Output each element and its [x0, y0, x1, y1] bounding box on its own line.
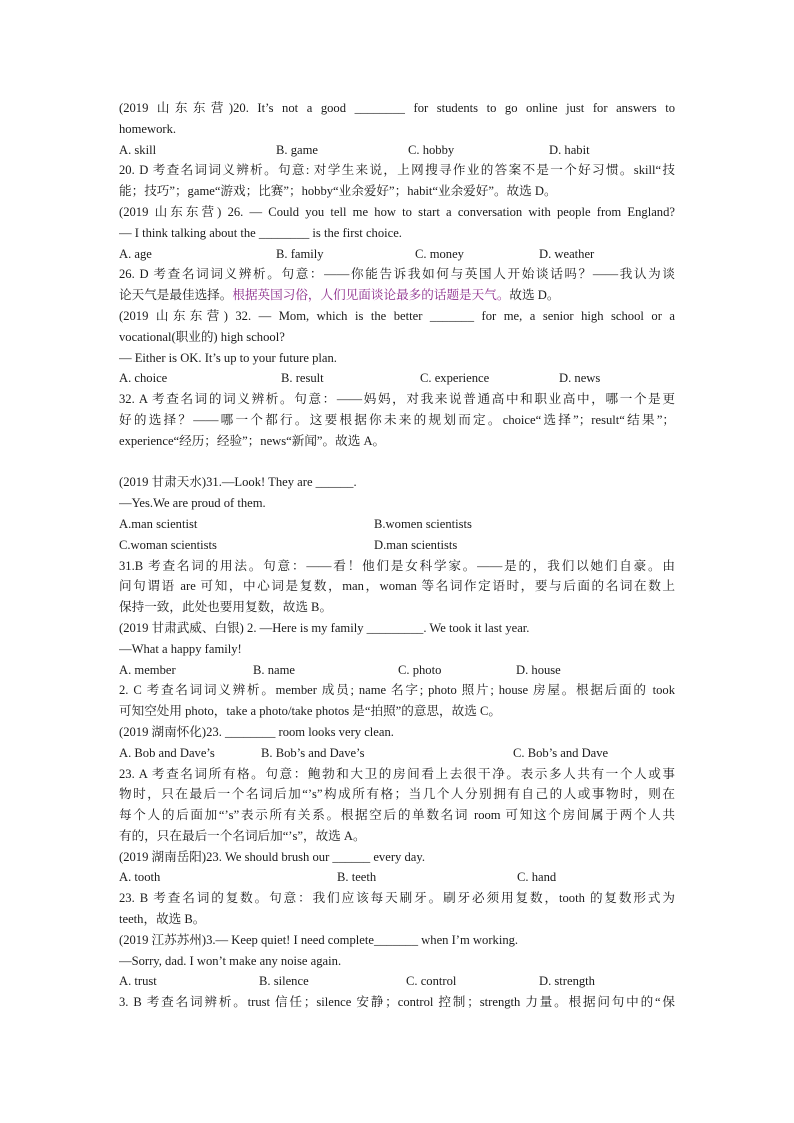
option-c: C. hobby: [408, 142, 455, 157]
question-text: —Sorry, dad. I won’t make any noise again.: [119, 953, 342, 968]
question-text: (2019 山东东营) 32. — Mom, which is the better _______ for me, a senior high school or a: [119, 308, 675, 323]
option-a: A. Bob and Dave’s: [119, 745, 215, 760]
answer-text: experience“经历；经验”；news“新闻”。故选 A。: [119, 433, 386, 448]
option-c: C. control: [406, 974, 457, 989]
option-d: D. news: [559, 371, 601, 386]
options-row: [119, 140, 675, 161]
answer-text: 3. B 考查名词辨析。trust 信任；silence 安静；control 控制；strength 力量。根据问句中的“保: [119, 995, 675, 1010]
option-a: A.man scientist: [119, 516, 198, 531]
answer-text: 保持一致，此处也要用复数，故选 B。: [119, 600, 333, 615]
answer-text-start: 论天气是最佳选择。: [119, 288, 233, 303]
document-page: [119, 98, 675, 1013]
option-d: D. house: [516, 662, 561, 677]
answer-text: 31.B 考查名词的用法。句意：——看！他们是女科学家。——是的，我们以她们自豪。由: [119, 558, 675, 573]
option-d: D.man scientists: [374, 537, 458, 552]
option-b: B. teeth: [337, 870, 377, 885]
answer-text: 23. B 考查名词的复数。句意：我们应该每天刷牙。刷牙必须用复数，tooth 的复数形式为: [119, 891, 675, 906]
option-a: A. age: [119, 246, 152, 261]
option-c: C. Bob’s and Dave: [513, 745, 609, 760]
answer-text: 23. A 考查名词所有格。句意：鲍勃和大卫的房间看上去很干净。表示多人共有一个人或事: [119, 766, 675, 781]
options-row: [119, 368, 675, 389]
option-c: C.woman scientists: [119, 537, 217, 552]
answer-text: teeth，故选 B。: [119, 912, 206, 927]
answer-text: 20. D 考查名词词义辨析。句意: 对学生来说，上网搜寻作业的答案不是一个好习惯。skill“技: [119, 163, 675, 178]
options-row: [119, 535, 675, 556]
answer-text: [119, 285, 675, 306]
option-a: A. tooth: [119, 870, 161, 885]
option-d: D. weather: [539, 246, 595, 261]
option-c: C. money: [415, 246, 464, 261]
question-text: (2019 湖南岳阳)23. We should brush our ______ every day.: [119, 849, 425, 864]
answer-text: 物时，只在最后一个名词后加“’s”构成所有格；当几个人分别拥有自己的人或事物时，则在: [119, 787, 675, 802]
option-c: C. experience: [420, 371, 490, 386]
answer-text: 2. C 考查名词词义辨析。member 成员; name 名字; photo 照片; house 房屋。根据后面的 took: [119, 683, 675, 698]
answer-text: 问句谓语 are 可知，中心词是复数，man，woman 等名词作定语时，要与后面的名词在数上: [119, 579, 675, 594]
question-text: —Yes.We are proud of them.: [119, 496, 266, 511]
question-text: (2019 甘肃天水)31.—Look! They are ______.: [119, 475, 357, 490]
option-a: A. member: [119, 662, 176, 677]
option-a: A. choice: [119, 371, 168, 386]
answer-text: 可知空处用 photo，take a photo/take photos 是“拍照”的意思，故选 C。: [119, 704, 501, 719]
question-text: (2019 甘肃武威、白银) 2. —Here is my family _________. We took it last year.: [119, 620, 530, 635]
option-d: D. habit: [549, 142, 590, 157]
answer-text: 能；技巧”；game“游戏；比赛”；hobby“业余爱好”；habit“业余爱好”。故选 D。: [119, 184, 557, 199]
option-b: B. silence: [259, 974, 309, 989]
option-b: B. result: [281, 371, 324, 386]
answer-text: 26. D 考查名词词义辨析。句意：——你能告诉我如何与英国人开始谈话吗？——我认为谈: [119, 267, 675, 282]
option-b: B.women scientists: [374, 516, 472, 531]
question-text: (2019 江苏苏州)3.— Keep quiet! I need complete_______ when I’m working.: [119, 932, 519, 947]
options-row: [119, 971, 675, 992]
question-text: —What a happy family!: [119, 641, 242, 656]
options-row: [119, 743, 675, 764]
options-row: [119, 867, 675, 888]
question-text: homework.: [119, 121, 177, 136]
option-b: B. family: [276, 246, 324, 261]
question-text: — Either is OK. It’s up to your future plan.: [119, 350, 337, 365]
answer-text: 32. A 考查名词的词义辨析。句意：——妈妈，对我来说普通高中和职业高中，哪一个是更: [119, 392, 675, 407]
option-c: C. photo: [398, 662, 442, 677]
option-c: C. hand: [517, 870, 557, 885]
options-row: [119, 514, 675, 535]
question-text: — I think talking about the ________ is the first choice.: [119, 225, 402, 240]
answer-text: 好的选择？——哪一个都行。这要根据你未来的规划而定。choice“选择”；result“结果”；: [119, 412, 675, 427]
options-row: [119, 660, 675, 681]
question-text: vocational(职业的) high school?: [119, 329, 285, 344]
question-text: (2019 湖南怀化)23. ________ room looks very clean.: [119, 724, 394, 739]
highlighted-text: 根据英国习俗，人们见面谈论最多的话题是天气。: [232, 288, 510, 303]
option-a: A. trust: [119, 974, 157, 989]
answer-text: 每个人的后面加“’s”表示所有关系。根据空后的单数名词 room 可知这个房间属于两个人共: [119, 808, 675, 823]
question-text: (2019 山东东营) 26. — Could you tell me how to start a conversation with people from England?: [119, 204, 675, 219]
answer-text: 有的，只在最后一个名词后加“’s”，故选 A。: [119, 828, 366, 843]
options-row: [119, 244, 675, 265]
option-d: D. strength: [539, 974, 595, 989]
option-a: A. skill: [119, 142, 157, 157]
spacer: [119, 452, 675, 473]
option-b: B. name: [253, 662, 295, 677]
question-text: (2019 山东东营)20. It’s not a good ________ for students to go online just for answers to: [119, 101, 675, 115]
answer-text-end: 故选 D。: [509, 288, 560, 303]
option-b: B. game: [276, 142, 318, 157]
option-b: B. Bob’s and Dave’s: [261, 745, 365, 760]
